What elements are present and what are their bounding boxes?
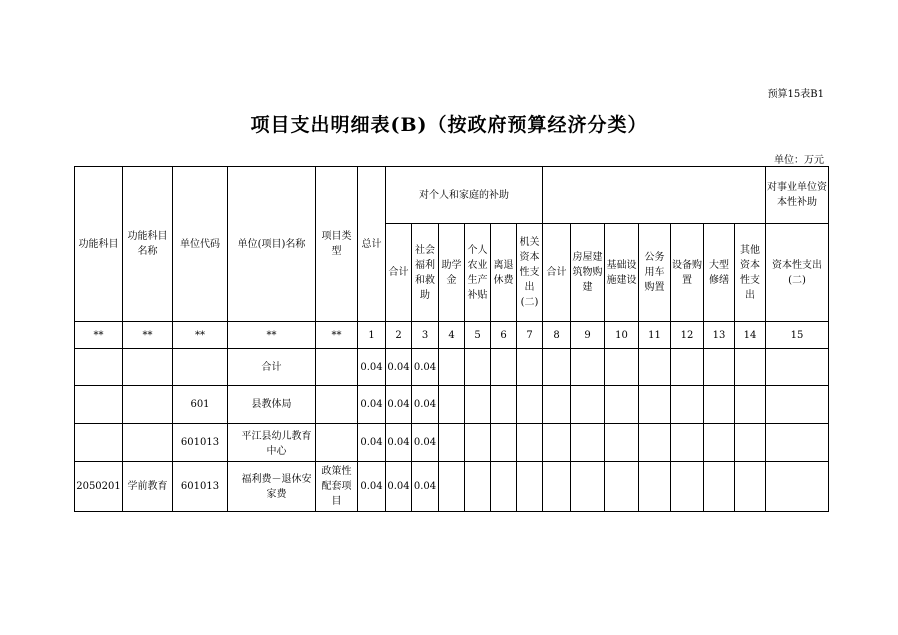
header-building: 房屋建筑物购建 — [571, 224, 605, 322]
index-cell: 15 — [766, 322, 829, 349]
cell-func-name — [123, 349, 173, 386]
cell-empty — [517, 424, 543, 462]
cell-project-type: 政策性配套项目 — [316, 462, 358, 512]
header-func-name: 功能科目名称 — [123, 167, 173, 322]
cell-empty — [766, 424, 829, 462]
index-cell: ** — [173, 322, 228, 349]
cell-empty — [735, 349, 766, 386]
cell-empty — [465, 349, 491, 386]
table-row — [75, 349, 829, 386]
index-cell: 5 — [465, 322, 491, 349]
table-row — [75, 462, 829, 512]
header-func-code: 功能科目 — [75, 167, 123, 322]
header-repair: 大型修缮 — [704, 224, 735, 322]
header-retirement: 离退休费 — [491, 224, 517, 322]
cell-unit-name — [228, 424, 316, 462]
cell-empty — [571, 386, 605, 424]
cell-empty — [491, 424, 517, 462]
cell-empty — [704, 386, 735, 424]
cell-welfare: 0.04 — [412, 349, 439, 386]
unit-label: 单位：万元 — [774, 155, 824, 166]
index-cell: ** — [75, 322, 123, 349]
cell-welfare: 0.04 — [412, 424, 439, 462]
header-unit-code: 单位代码 — [173, 167, 228, 322]
index-cell: 6 — [491, 322, 517, 349]
cell-empty — [571, 424, 605, 462]
cell-empty — [735, 462, 766, 512]
cell-empty — [543, 462, 571, 512]
cell-empty — [517, 386, 543, 424]
form-number: 预算15表B1 — [767, 89, 824, 100]
cell-func-name — [123, 424, 173, 462]
cell-empty — [605, 386, 639, 424]
header-subtotal: 合计 — [386, 224, 412, 322]
index-cell: 3 — [412, 322, 439, 349]
index-cell: 14 — [735, 322, 766, 349]
index-cell: 4 — [439, 322, 465, 349]
header-scholarship: 助学金 — [439, 224, 465, 322]
index-cell: ** — [123, 322, 173, 349]
header-total: 总计 — [358, 167, 386, 322]
header-other-capital: 其他资本性支出 — [735, 224, 766, 322]
index-cell: 1 — [358, 322, 386, 349]
cell-empty — [465, 386, 491, 424]
header-org-capital: 机关资本性支出(二) — [517, 224, 543, 322]
cell-empty — [517, 462, 543, 512]
cell-empty — [605, 424, 639, 462]
cell-empty — [671, 349, 704, 386]
cell-empty — [543, 424, 571, 462]
cell-empty — [491, 386, 517, 424]
cell-empty — [671, 424, 704, 462]
index-cell: 12 — [671, 322, 704, 349]
header-unit-name: 单位(项目)名称 — [228, 167, 316, 322]
cell-empty — [543, 386, 571, 424]
header-group-capital: 对事业单位资本性补助 — [766, 167, 829, 224]
cell-empty — [465, 424, 491, 462]
cell-empty — [439, 462, 465, 512]
cell-unit-name — [228, 462, 316, 512]
index-cell: 9 — [571, 322, 605, 349]
header-vehicle: 公务用车购置 — [639, 224, 671, 322]
cell-total: 0.04 — [358, 349, 386, 386]
cell-empty — [639, 386, 671, 424]
cell-subtotal: 0.04 — [386, 462, 412, 512]
cell-func-code — [75, 349, 123, 386]
cell-project-type — [316, 424, 358, 462]
table-row — [75, 424, 829, 462]
index-cell: 10 — [605, 322, 639, 349]
cell-empty — [605, 349, 639, 386]
cell-empty — [766, 462, 829, 512]
cell-empty — [735, 386, 766, 424]
cell-empty — [517, 349, 543, 386]
cell-empty — [543, 349, 571, 386]
cell-empty — [766, 349, 829, 386]
cell-empty — [439, 424, 465, 462]
index-cell: 7 — [517, 322, 543, 349]
cell-empty — [766, 386, 829, 424]
cell-empty — [491, 349, 517, 386]
cell-total: 0.04 — [358, 462, 386, 512]
cell-empty — [605, 462, 639, 512]
cell-welfare: 0.04 — [412, 386, 439, 424]
header-equipment: 设备购置 — [671, 224, 704, 322]
table-row — [75, 386, 829, 424]
index-cell: ** — [228, 322, 316, 349]
cell-total: 0.04 — [358, 386, 386, 424]
cell-unit-name: 合计 — [228, 349, 316, 386]
cell-func-code: 2050201 — [75, 462, 123, 512]
cell-subtotal: 0.04 — [386, 424, 412, 462]
cell-empty — [571, 349, 605, 386]
cell-empty — [439, 349, 465, 386]
cell-subtotal: 0.04 — [386, 349, 412, 386]
cell-func-code — [75, 424, 123, 462]
index-cell: 2 — [386, 322, 412, 349]
cell-empty — [439, 386, 465, 424]
cell-unit-code — [173, 349, 228, 386]
cell-empty — [671, 462, 704, 512]
cell-project-type — [316, 349, 358, 386]
cell-total: 0.04 — [358, 424, 386, 462]
cell-func-name: 学前教育 — [123, 462, 173, 512]
cell-func-code — [75, 386, 123, 424]
cell-empty — [639, 349, 671, 386]
header-agri-subsidy: 个人农业生产补贴 — [465, 224, 491, 322]
cell-unit-code: 601 — [173, 386, 228, 424]
header-welfare: 社会福利和救助 — [412, 224, 439, 322]
cell-project-type — [316, 386, 358, 424]
cell-func-name — [123, 386, 173, 424]
index-cell: 13 — [704, 322, 735, 349]
cell-unit-code: 601013 — [173, 424, 228, 462]
cell-welfare: 0.04 — [412, 462, 439, 512]
page-title: 项目支出明细表(B)（按政府预算经济分类） — [250, 114, 648, 136]
header-capital-2: 资本性支出(二) — [766, 224, 829, 322]
cell-unit-name: 县教体局 — [228, 386, 316, 424]
index-cell: ** — [316, 322, 358, 349]
header-row-groups — [75, 167, 829, 224]
index-cell: 11 — [639, 322, 671, 349]
cell-empty — [735, 424, 766, 462]
unit-name-text: 福利费－退休安家费 — [241, 473, 312, 500]
expenditure-table — [74, 166, 829, 512]
cell-empty — [704, 424, 735, 462]
header-group-blank — [543, 167, 766, 224]
cell-empty — [671, 386, 704, 424]
header-group-personal: 对个人和家庭的补助 — [386, 167, 543, 224]
cell-subtotal: 0.04 — [386, 386, 412, 424]
unit-name-text: 平江县幼儿教育中心 — [241, 430, 312, 457]
cell-empty — [639, 424, 671, 462]
index-row — [75, 322, 829, 349]
cell-empty — [704, 462, 735, 512]
cell-empty — [465, 462, 491, 512]
index-cell: 8 — [543, 322, 571, 349]
cell-unit-code: 601013 — [173, 462, 228, 512]
header-project-type: 项目类型 — [316, 167, 358, 322]
cell-empty — [571, 462, 605, 512]
header-infrastructure: 基础设施建设 — [605, 224, 639, 322]
cell-empty — [639, 462, 671, 512]
cell-empty — [491, 462, 517, 512]
header-subtotal-2: 合计 — [543, 224, 571, 322]
cell-empty — [704, 349, 735, 386]
